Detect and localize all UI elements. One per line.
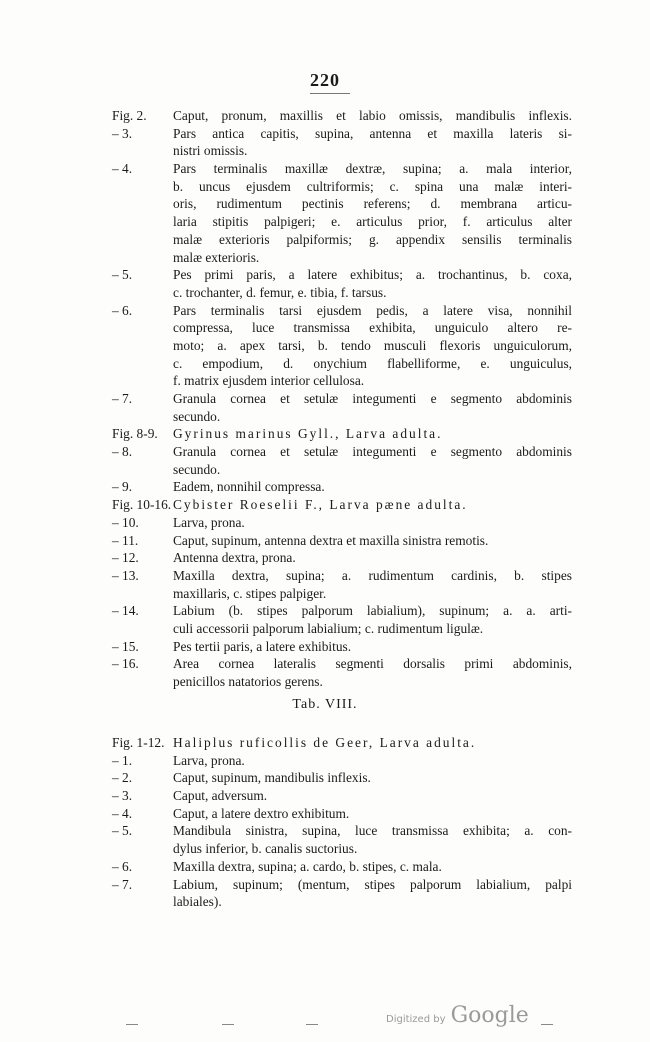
figure-caption-line bbox=[112, 858, 572, 876]
figure-caption-text: Granula cornea et setulæ integumenti e segmento abdominis bbox=[173, 444, 572, 460]
figure-caption-line bbox=[112, 355, 572, 373]
figure-caption-line bbox=[112, 655, 572, 673]
figure-number: – 7. bbox=[112, 391, 133, 406]
figure-caption-line bbox=[112, 443, 572, 461]
figure-number: Fig. 10-16. bbox=[112, 497, 172, 513]
figure-caption-text: malæ exterioris palpiformis; g. appendix sensilis terminalis bbox=[173, 231, 572, 247]
figure-caption-text: Caput, supinum, mandibulis inflexis. bbox=[173, 770, 371, 786]
figure-number: – 5. bbox=[112, 823, 133, 839]
figure-caption-text: Eadem, nonnihil compressa. bbox=[173, 479, 325, 495]
figure-caption-line bbox=[112, 284, 572, 302]
figure-number: Fig. 2. bbox=[112, 108, 147, 123]
figure-caption-text: secundo. bbox=[173, 461, 221, 477]
figure-caption-line bbox=[112, 620, 572, 638]
figure-caption-line bbox=[112, 302, 572, 320]
figure-number: – 11. bbox=[112, 532, 139, 548]
figure-list-section-2 bbox=[112, 734, 572, 911]
figure-caption-text: Caput, a latere dextro exhibitum. bbox=[173, 805, 350, 821]
figure-caption-text: Maxilla dextra, supina; a. rudimentum cardinis, b. stipes bbox=[173, 567, 572, 583]
figure-caption-text: Caput, supinum, antenna dextra et maxilla sinistra remotis. bbox=[173, 532, 489, 548]
figure-caption-text: Pars terminalis maxillæ dextræ, supina; a. mala interior, bbox=[173, 161, 572, 177]
figure-caption-line bbox=[112, 160, 572, 178]
figure-number: – 15. bbox=[112, 638, 139, 654]
footer-dash bbox=[306, 1024, 318, 1025]
watermark bbox=[386, 1003, 529, 1028]
figure-caption-line bbox=[112, 213, 572, 231]
figure-caption-line bbox=[112, 514, 572, 532]
figure-caption-text: dylus inferior, b. canalis suctorius. bbox=[173, 841, 358, 857]
figure-caption-line bbox=[112, 478, 572, 496]
figure-number: – 8. bbox=[112, 444, 133, 460]
figure-number: – 9. bbox=[112, 479, 133, 495]
figure-number: – 2. bbox=[112, 770, 133, 786]
figure-caption-line bbox=[112, 249, 572, 267]
figure-number: – 6. bbox=[112, 302, 133, 318]
figure-caption-line bbox=[112, 602, 572, 620]
figure-caption-text: Larva, prona. bbox=[173, 514, 245, 530]
figure-number: – 13. bbox=[112, 567, 139, 583]
figure-caption-text: Antenna dextra, prona. bbox=[173, 550, 296, 566]
species-heading: Haliplus ruficollis de Geer, Larva adulta. bbox=[173, 735, 477, 750]
figure-caption-text: maxillaris, c. stipes palpiger. bbox=[173, 585, 327, 601]
figure-caption-line bbox=[112, 822, 572, 840]
figure-caption-line bbox=[112, 734, 572, 752]
figure-caption-text: oris, rudimentum pectinis referens; d. membrana articu- bbox=[173, 196, 572, 212]
figure-caption-text: malæ exterioris. bbox=[173, 249, 260, 265]
page-number-rule bbox=[310, 93, 350, 94]
figure-caption-line bbox=[112, 585, 572, 603]
tab-heading: Tab. VIII. bbox=[292, 697, 358, 712]
figure-caption-line bbox=[112, 178, 572, 196]
footer-dash bbox=[222, 1024, 234, 1025]
figure-number: – 3. bbox=[112, 788, 133, 804]
figure-number: – 4. bbox=[112, 805, 133, 821]
figure-caption-line bbox=[112, 390, 572, 408]
figure-caption-line bbox=[112, 752, 572, 770]
figure-caption-text: Maxilla dextra, supina; a. cardo, b. stipes, c. mala. bbox=[173, 858, 442, 874]
figure-caption-line bbox=[112, 319, 572, 337]
figure-number: Fig. 1-12. bbox=[112, 735, 165, 750]
figure-number: – 10. bbox=[112, 514, 139, 530]
figure-number: – 7. bbox=[112, 876, 133, 892]
figure-caption-line bbox=[112, 231, 572, 249]
figure-caption-line bbox=[112, 337, 572, 355]
figure-number: Fig. 8-9. bbox=[112, 426, 158, 442]
figure-caption-text: Caput, adversum. bbox=[173, 788, 268, 804]
figure-caption-text: Pars antica capitis, supina, antenna et maxilla lateris si- bbox=[173, 125, 572, 141]
footer-dash bbox=[126, 1024, 138, 1025]
figure-caption-text: Granula cornea et setulæ integumenti e segmento abdominis bbox=[173, 391, 572, 406]
figure-caption-line bbox=[112, 787, 572, 805]
figure-list-section-1 bbox=[112, 107, 572, 691]
figure-caption-text: compressa, luce transmissa exhibita, unguiculo altero re- bbox=[173, 320, 572, 336]
figure-caption-line bbox=[112, 125, 572, 143]
figure-caption-text: moto; a. apex tarsi, b. tendo musculi flexoris unguiculorum, bbox=[173, 337, 572, 353]
figure-caption-text: secundo. bbox=[173, 408, 221, 424]
figure-caption-text: culi accessorii palporum labialium; c. rudimentum ligulæ. bbox=[173, 620, 484, 636]
figure-caption-text: Caput, pronum, maxillis et labio omissis, mandibulis inflexis. bbox=[173, 108, 572, 123]
figure-caption-line bbox=[112, 142, 572, 160]
figure-caption-line bbox=[112, 893, 572, 911]
watermark-digitized-text: Digitized by bbox=[386, 1014, 446, 1025]
figure-caption-line bbox=[112, 266, 572, 284]
figure-caption-line bbox=[112, 638, 572, 656]
figure-caption-line bbox=[112, 496, 572, 514]
figure-caption-line bbox=[112, 805, 572, 823]
figure-caption-line bbox=[112, 461, 572, 479]
species-heading: Gyrinus marinus Gyll., Larva adulta. bbox=[173, 426, 443, 442]
figure-number: – 6. bbox=[112, 858, 133, 874]
watermark-brand-logo: Google bbox=[450, 1003, 529, 1028]
footer-dash bbox=[541, 1024, 553, 1025]
figure-number: – 3. bbox=[112, 125, 133, 141]
figure-caption-text: Mandibula sinistra, supina, luce transmissa exhibita; a. con- bbox=[173, 823, 572, 839]
figure-number: – 14. bbox=[112, 603, 139, 619]
figure-caption-text: Labium, supinum; (mentum, stipes palporum labialium, palpi bbox=[173, 876, 572, 892]
figure-caption-text: b. uncus ejusdem cultriformis; c. spina una malæ interi- bbox=[173, 178, 572, 194]
figure-number: – 1. bbox=[112, 752, 133, 768]
figure-caption-line bbox=[112, 673, 572, 691]
figure-caption-line bbox=[112, 408, 572, 426]
figure-number: – 16. bbox=[112, 656, 139, 672]
figure-caption-text: Pars terminalis tarsi ejusdem pedis, a latere visa, nonnihil bbox=[173, 302, 572, 318]
figure-caption-line bbox=[112, 372, 572, 390]
figure-caption-text: nistri omissis. bbox=[173, 143, 248, 159]
figure-number: – 12. bbox=[112, 550, 139, 566]
figure-caption-line bbox=[112, 549, 572, 567]
figure-caption-text: Labium (b. stipes palporum labialium), supinum; a. a. arti- bbox=[173, 603, 572, 619]
figure-caption-text: f. matrix ejusdem interior cellulosa. bbox=[173, 373, 365, 389]
figure-caption-line bbox=[112, 532, 572, 550]
figure-caption-line bbox=[112, 876, 572, 894]
figure-number: – 4. bbox=[112, 161, 133, 177]
figure-number: – 5. bbox=[112, 267, 133, 283]
figure-caption-text: c. trochanter, d. femur, e. tibia, f. tarsus. bbox=[173, 284, 387, 300]
figure-caption-line bbox=[112, 840, 572, 858]
figure-caption-line bbox=[112, 195, 572, 213]
figure-caption-text: Pes primi paris, a latere exhibitus; a. trochantinus, b. coxa, bbox=[173, 267, 572, 283]
figure-caption-text: Area cornea lateralis segmenti dorsalis primi abdominis, bbox=[173, 656, 572, 672]
figure-caption-line bbox=[112, 769, 572, 787]
figure-caption-text: Pes tertii paris, a latere exhibitus. bbox=[173, 638, 352, 654]
figure-caption-text: penicillos natatorios gerens. bbox=[173, 674, 323, 689]
figure-caption-text: labiales). bbox=[173, 894, 222, 910]
figure-caption-line bbox=[112, 567, 572, 585]
figure-caption-line bbox=[112, 425, 572, 443]
figure-caption-text: laria stipitis palpigeri; e. articulus prior, f. articulus alter bbox=[173, 214, 572, 230]
figure-caption-text: Larva, prona. bbox=[173, 752, 245, 768]
species-heading: Cybister Roeselii F., Larva pæne adulta. bbox=[173, 497, 468, 513]
figure-caption-line bbox=[112, 107, 572, 125]
page-number: 220 bbox=[310, 70, 340, 90]
figure-caption-text: c. empodium, d. onychium flabelliforme, e. unguiculus, bbox=[173, 355, 572, 371]
